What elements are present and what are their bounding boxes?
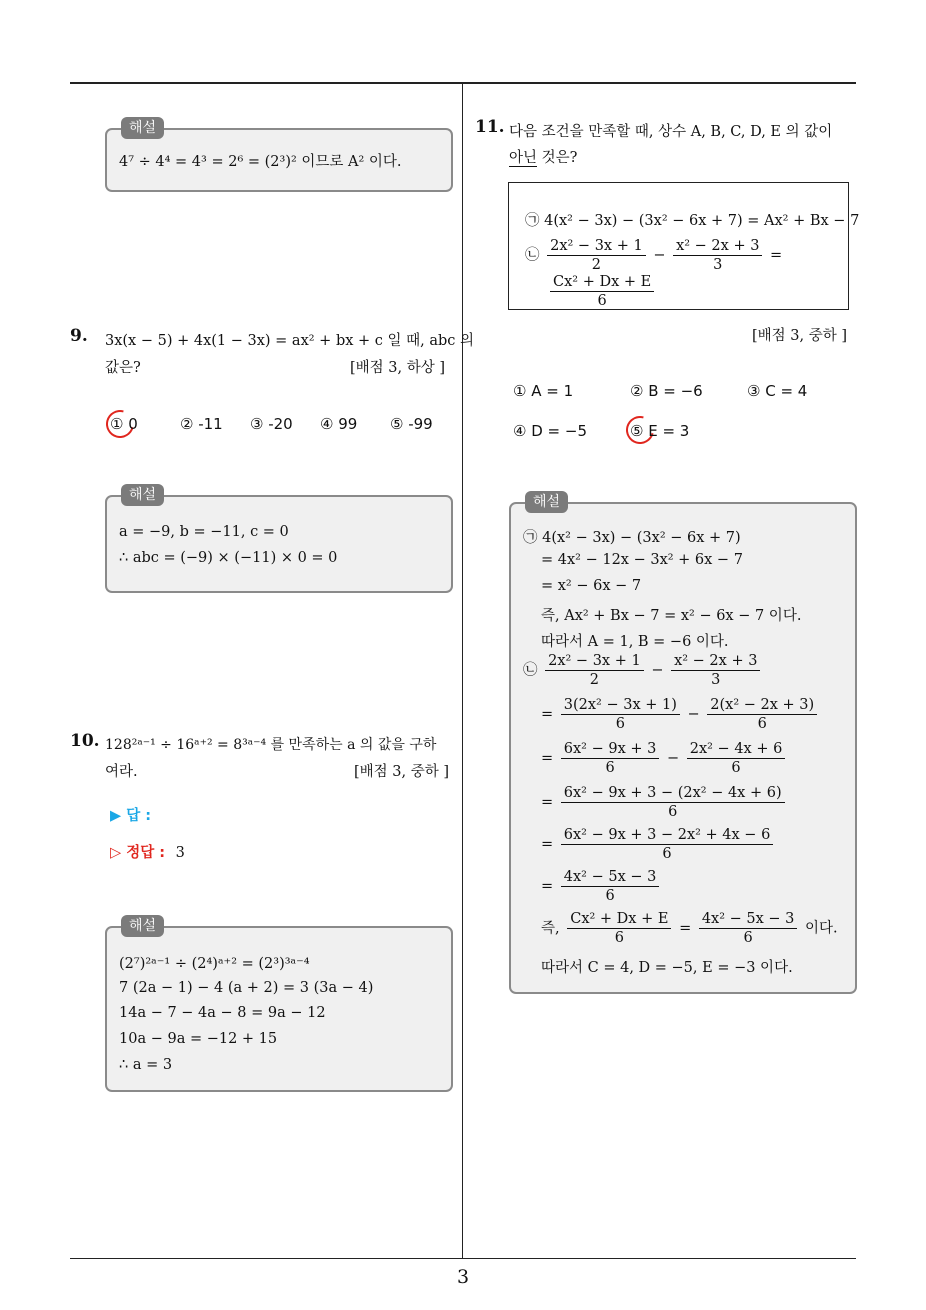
fraction bbox=[707, 696, 817, 733]
equals-sign: = bbox=[541, 836, 554, 853]
q11-text-rest: 것은? bbox=[537, 150, 578, 166]
q11-explanation-frac-row bbox=[541, 740, 788, 777]
q11-explanation-line: = x² − 6x − 7 bbox=[541, 578, 642, 594]
fraction-denominator: 3 bbox=[713, 257, 723, 273]
q11-choice-4[interactable]: ④ D = −5 bbox=[513, 422, 587, 440]
fraction-numerator: x² − 2x + 3 bbox=[673, 237, 762, 256]
fraction-denominator: 6 bbox=[615, 716, 625, 732]
q10-answer-label: ▶ 답 : bbox=[110, 808, 152, 824]
fraction-numerator: Cx² + Dx + E bbox=[567, 910, 671, 929]
q11-explanation-line: ㉠ 4(x² − 3x) − (3x² − 6x + 7) bbox=[523, 530, 741, 546]
q11-explanation-line: = 4x² − 12x − 3x² + 6x − 7 bbox=[541, 552, 743, 568]
q11-explanation-line: 따라서 C = 4, D = −5, E = −3 이다. bbox=[541, 960, 793, 976]
fraction bbox=[687, 740, 786, 777]
fraction bbox=[561, 740, 660, 777]
q11-condition-2 bbox=[525, 237, 782, 274]
equals-sign: = bbox=[679, 920, 692, 937]
fraction bbox=[673, 237, 762, 274]
q10-explanation-line: (2⁷)²ᵃ⁻¹ ÷ (2⁴)ᵃ⁺² = (2³)³ᵃ⁻⁴ bbox=[119, 956, 310, 972]
fraction-denominator: 6 bbox=[662, 846, 672, 862]
q10-explanation-line: ∴ a = 3 bbox=[119, 1057, 173, 1073]
fraction-numerator: 2x² − 3x + 1 bbox=[545, 652, 644, 671]
fraction-denominator: 6 bbox=[757, 716, 767, 732]
fraction-numerator: 6x² − 9x + 3 − (2x² − 4x + 6) bbox=[561, 784, 785, 803]
q9-choice-1[interactable]: ① 0 bbox=[110, 415, 138, 433]
minus-sign: − bbox=[653, 247, 666, 264]
q9-choice-2[interactable]: ② -11 bbox=[180, 415, 223, 433]
q11-explanation-frac-row bbox=[541, 910, 838, 947]
fraction bbox=[550, 273, 654, 310]
fraction-numerator: 4x² − 5x − 3 bbox=[561, 868, 660, 887]
q11-explanation-frac-row bbox=[541, 826, 776, 863]
fraction-denominator: 6 bbox=[597, 293, 607, 309]
fraction-numerator: 6x² − 9x + 3 bbox=[561, 740, 660, 759]
q10-explanation-box bbox=[105, 918, 453, 1092]
minus-sign: − bbox=[666, 750, 680, 767]
fraction bbox=[699, 910, 798, 947]
explanation-tab: 해설 bbox=[121, 117, 164, 139]
q9-choice-5[interactable]: ⑤ -99 bbox=[390, 415, 433, 433]
explanation-text: 이다. bbox=[805, 920, 838, 937]
fraction-numerator: 4x² − 5x − 3 bbox=[699, 910, 798, 929]
q10-correct-value: 3 bbox=[175, 845, 185, 861]
q9-explanation-box bbox=[105, 487, 453, 593]
q11-explanation-line: 따라서 A = 1, B = −6 이다. bbox=[541, 634, 729, 650]
equals-sign: = bbox=[770, 247, 783, 264]
q10-text-line1: 128²ᵃ⁻¹ ÷ 16ᵃ⁺² = 8³ᵃ⁻⁴ 를 만족하는 a 의 값을 구하 bbox=[105, 737, 437, 753]
q11-condition-box bbox=[508, 182, 860, 310]
equals-sign: = bbox=[541, 794, 554, 811]
fraction bbox=[567, 910, 671, 947]
equals-sign: = bbox=[541, 878, 554, 895]
fraction-denominator: 6 bbox=[605, 888, 615, 904]
q11-choice-2[interactable]: ② B = −6 bbox=[630, 382, 703, 400]
fraction bbox=[545, 652, 644, 689]
q11-condition-2-cont bbox=[547, 273, 657, 310]
fraction-denominator: 6 bbox=[614, 930, 624, 946]
explanation-tab: 해설 bbox=[525, 491, 568, 513]
q9-choice-4[interactable]: ④ 99 bbox=[320, 415, 358, 433]
explanation-tab: 해설 bbox=[121, 484, 164, 506]
fraction-numerator: Cx² + Dx + E bbox=[550, 273, 654, 292]
q11-choice-1[interactable]: ① A = 1 bbox=[513, 382, 574, 400]
circle-2-symbol: ㉡ bbox=[525, 247, 540, 264]
q9-number: 9. bbox=[70, 326, 88, 346]
fraction bbox=[671, 652, 760, 689]
q8-explanation-text: 4⁷ ÷ 4⁴ = 4³ = 2⁶ = (2³)² 이므로 A² 이다. bbox=[119, 154, 402, 170]
q11-explanation-frac-row bbox=[541, 868, 662, 905]
fraction-numerator: x² − 2x + 3 bbox=[671, 652, 760, 671]
fraction bbox=[561, 868, 660, 905]
q11-choice-3[interactable]: ③ C = 4 bbox=[747, 382, 808, 400]
fraction-denominator: 2 bbox=[589, 672, 600, 688]
q10-score: [배점 3, 중하 ] bbox=[354, 764, 450, 780]
fraction-denominator: 6 bbox=[668, 804, 678, 820]
q9-text-line2: 값은? bbox=[105, 360, 141, 376]
q11-condition-1: ㉠ 4(x² − 3x) − (3x² − 6x + 7) = Ax² + Bx − 7 bbox=[525, 213, 860, 229]
fraction-denominator: 2 bbox=[591, 257, 602, 273]
equals-sign: = bbox=[541, 750, 554, 767]
q11-explanation-frac-row bbox=[541, 784, 788, 821]
fraction-denominator: 6 bbox=[743, 930, 753, 946]
q10-explanation-line: 10a − 9a = −12 + 15 bbox=[119, 1031, 278, 1047]
q11-score: [배점 3, 중하 ] bbox=[752, 328, 848, 344]
q11-explanation-frac-row bbox=[523, 652, 763, 689]
q11-choice-5[interactable]: ⑤ E = 3 bbox=[630, 422, 690, 440]
q11-underlined-word: 아닌 bbox=[509, 150, 538, 166]
q10-number: 10. bbox=[70, 731, 100, 751]
fraction-numerator: 6x² − 9x + 3 − 2x² + 4x − 6 bbox=[561, 826, 774, 845]
fraction bbox=[561, 696, 680, 733]
fraction-numerator: 2(x² − 2x + 3) bbox=[707, 696, 817, 715]
q9-choice-3[interactable]: ③ -20 bbox=[250, 415, 293, 433]
fraction bbox=[547, 237, 646, 274]
q11-number: 11. bbox=[475, 117, 505, 137]
q10-explanation-line: 7 (2a − 1) − 4 (a + 2) = 3 (3a − 4) bbox=[119, 980, 374, 996]
fraction-numerator: 3(2x² − 3x + 1) bbox=[561, 696, 680, 715]
q10-correct-row bbox=[110, 841, 185, 862]
q10-correct-label: ▷ 정답 : bbox=[110, 845, 166, 861]
q9-text-line1: 3x(x − 5) + 4x(1 − 3x) = ax² + bx + c 일 때, abc 의 bbox=[105, 333, 474, 349]
bottom-rule bbox=[70, 1258, 856, 1259]
q9-explanation-line: ∴ abc = (−9) × (−11) × 0 = 0 bbox=[119, 550, 338, 566]
minus-sign: − bbox=[687, 706, 700, 723]
q11-explanation-frac-row bbox=[541, 696, 820, 733]
page-number: 3 bbox=[456, 1266, 470, 1288]
q10-explanation-line: 14a − 7 − 4a − 8 = 9a − 12 bbox=[119, 1005, 326, 1021]
fraction-denominator: 3 bbox=[711, 672, 721, 688]
fraction bbox=[561, 826, 774, 863]
q11-text-line2 bbox=[509, 146, 577, 167]
fraction-numerator: 2x² − 4x + 6 bbox=[687, 740, 786, 759]
equals-sign: = bbox=[541, 706, 554, 723]
q11-text-line1: 다음 조건을 만족할 때, 상수 A, B, C, D, E 의 값이 bbox=[509, 124, 833, 140]
fraction-denominator: 6 bbox=[605, 760, 615, 776]
fraction bbox=[561, 784, 785, 821]
explanation-tab: 해설 bbox=[121, 915, 164, 937]
circle-2-symbol: ㉡ bbox=[523, 662, 538, 679]
q9-score: [배점 3, 하상 ] bbox=[350, 360, 446, 376]
q11-explanation-box bbox=[509, 494, 857, 994]
q9-explanation-line: a = −9, b = −11, c = 0 bbox=[119, 524, 289, 540]
fraction-denominator: 6 bbox=[731, 760, 741, 776]
q10-text-line2: 여라. bbox=[105, 764, 138, 780]
minus-sign: − bbox=[651, 662, 664, 679]
q8-explanation-box bbox=[105, 120, 453, 192]
q11-explanation-line: 즉, Ax² + Bx − 7 = x² − 6x − 7 이다. bbox=[541, 608, 802, 624]
top-rule bbox=[70, 82, 856, 84]
fraction-numerator: 2x² − 3x + 1 bbox=[547, 237, 646, 256]
column-divider bbox=[462, 84, 463, 1259]
explanation-text: 즉, bbox=[541, 920, 560, 937]
